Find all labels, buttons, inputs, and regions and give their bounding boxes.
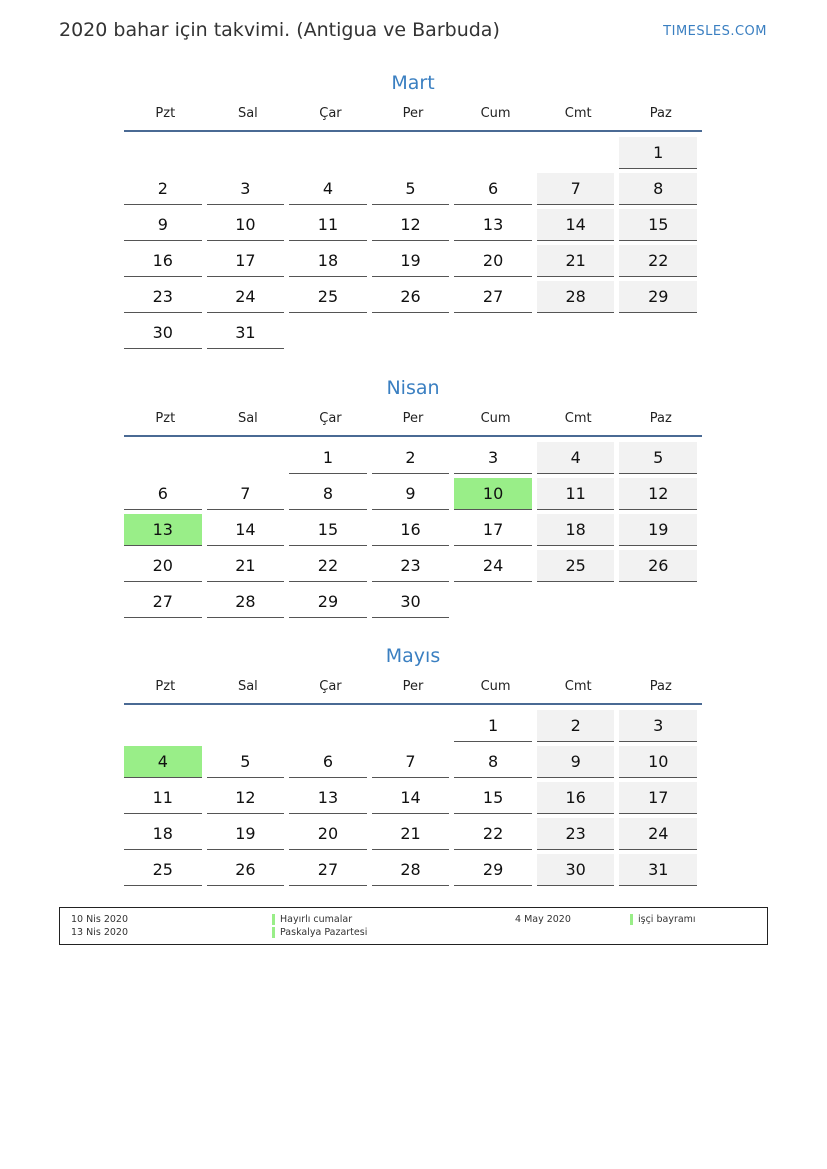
day-cell[interactable]: [619, 782, 702, 818]
week-row: [124, 782, 702, 818]
holiday-day-cell[interactable]: [124, 746, 207, 782]
day-cell[interactable]: [619, 478, 702, 514]
day-cell[interactable]: [372, 818, 455, 854]
day-number: 13: [289, 782, 367, 814]
day-number: 25: [124, 854, 202, 886]
day-number: 1: [289, 442, 367, 474]
day-number: 30: [372, 586, 450, 618]
day-number: 21: [372, 818, 450, 850]
week-row: [124, 209, 702, 245]
day-cell[interactable]: [619, 281, 702, 317]
empty-day-cell: [372, 317, 455, 353]
day-cell[interactable]: [619, 818, 702, 854]
legend-date: 10 Nis 2020: [71, 914, 128, 925]
day-number: 20: [289, 818, 367, 850]
day-cell[interactable]: [289, 818, 372, 854]
empty-day-cell: [207, 442, 290, 478]
weekday-label: Çar: [319, 679, 342, 694]
day-cell[interactable]: [537, 818, 620, 854]
day-cell[interactable]: [537, 550, 620, 586]
day-number: 24: [619, 818, 697, 850]
week-row: [124, 173, 702, 209]
day-number: 4: [289, 173, 367, 205]
day-cell[interactable]: [537, 782, 620, 818]
weekday-label: Paz: [649, 106, 672, 121]
weekday-label: Cum: [480, 411, 511, 426]
day-cell[interactable]: [289, 442, 372, 478]
day-number: 5: [207, 746, 285, 778]
month-calendar: [124, 70, 702, 353]
day-cell[interactable]: [124, 818, 207, 854]
day-number: 25: [289, 281, 367, 313]
day-cell[interactable]: [537, 854, 620, 890]
day-number: 22: [619, 245, 697, 277]
month-calendar: [124, 643, 702, 890]
day-number: 8: [619, 173, 697, 205]
day-cell[interactable]: [537, 209, 620, 245]
day-cell[interactable]: [537, 710, 620, 746]
day-cell[interactable]: [619, 550, 702, 586]
weekday-label: Pzt: [155, 679, 176, 694]
day-number: 14: [372, 782, 450, 814]
empty-day-cell: [207, 710, 290, 746]
month-title: Mayıs: [385, 645, 441, 667]
day-number: 10: [619, 746, 697, 778]
weekday-label: Cmt: [564, 411, 592, 426]
day-number: 4: [124, 746, 202, 778]
month-weeks: [124, 705, 702, 890]
day-number: 3: [619, 710, 697, 742]
day-cell[interactable]: [289, 478, 372, 514]
day-number: 29: [619, 281, 697, 313]
day-cell[interactable]: [372, 478, 455, 514]
day-number: 18: [289, 245, 367, 277]
legend-holiday-name: Paskalya Pazartesi: [272, 926, 367, 939]
day-number: 26: [619, 550, 697, 582]
month-title: Nisan: [386, 377, 440, 399]
day-cell[interactable]: [372, 173, 455, 209]
week-row: [124, 478, 702, 514]
day-cell[interactable]: [124, 586, 207, 622]
day-cell[interactable]: [372, 854, 455, 890]
day-number: 24: [454, 550, 532, 582]
day-number: 25: [537, 550, 615, 582]
day-number: 7: [537, 173, 615, 205]
day-number: 2: [537, 710, 615, 742]
empty-day-cell: [454, 586, 537, 622]
day-cell[interactable]: [537, 514, 620, 550]
day-number: 19: [207, 818, 285, 850]
day-cell[interactable]: [289, 854, 372, 890]
holiday-day-cell[interactable]: [454, 478, 537, 514]
holiday-day-cell[interactable]: [124, 514, 207, 550]
weekday-label: Çar: [319, 106, 342, 121]
week-row: [124, 550, 702, 586]
day-number: 27: [124, 586, 202, 618]
day-number: 16: [537, 782, 615, 814]
empty-day-cell: [619, 317, 702, 353]
day-cell[interactable]: [454, 782, 537, 818]
week-row: [124, 746, 702, 782]
weekday-label: Paz: [649, 411, 672, 426]
day-cell[interactable]: [372, 442, 455, 478]
weekday-label: Cmt: [564, 106, 592, 121]
week-row: [124, 442, 702, 478]
day-cell[interactable]: [207, 746, 290, 782]
day-number: 9: [537, 746, 615, 778]
weekday-label: Per: [402, 411, 424, 426]
month-title: Mart: [391, 72, 435, 94]
day-number: 8: [289, 478, 367, 510]
day-number: 5: [619, 442, 697, 474]
legend-date: 4 May 2020: [515, 914, 571, 925]
day-cell[interactable]: [372, 746, 455, 782]
weekday-label: Pzt: [155, 106, 176, 121]
day-number: 13: [454, 209, 532, 241]
day-number: 20: [454, 245, 532, 277]
day-cell[interactable]: [207, 514, 290, 550]
day-cell[interactable]: [207, 317, 290, 353]
empty-day-cell: [207, 137, 290, 173]
day-cell[interactable]: [289, 173, 372, 209]
legend-holiday-name: Hayırlı cumalar: [272, 913, 352, 926]
empty-day-cell: [372, 137, 455, 173]
empty-day-cell: [454, 137, 537, 173]
day-cell[interactable]: [124, 317, 207, 353]
day-cell[interactable]: [289, 281, 372, 317]
day-cell[interactable]: [207, 550, 290, 586]
day-cell[interactable]: [454, 746, 537, 782]
day-cell[interactable]: [619, 514, 702, 550]
day-number: 28: [207, 586, 285, 618]
brand-logo[interactable]: TIMESLES.COM: [663, 24, 767, 39]
day-number: 30: [124, 317, 202, 349]
day-cell[interactable]: [537, 746, 620, 782]
day-number: 8: [454, 746, 532, 778]
day-cell[interactable]: [619, 746, 702, 782]
day-number: 11: [537, 478, 615, 510]
week-row: [124, 317, 702, 353]
day-cell[interactable]: [207, 281, 290, 317]
day-number: 2: [372, 442, 450, 474]
day-number: 21: [207, 550, 285, 582]
day-cell[interactable]: [372, 245, 455, 281]
day-cell[interactable]: [124, 782, 207, 818]
day-cell[interactable]: [619, 245, 702, 281]
day-cell[interactable]: [454, 550, 537, 586]
day-cell[interactable]: [124, 173, 207, 209]
weekday-label: Cum: [480, 106, 511, 121]
day-cell[interactable]: [207, 209, 290, 245]
day-cell[interactable]: [619, 173, 702, 209]
day-number: 18: [124, 818, 202, 850]
weekday-header: [124, 106, 702, 132]
day-cell[interactable]: [537, 173, 620, 209]
day-number: 19: [372, 245, 450, 277]
day-cell[interactable]: [619, 209, 702, 245]
day-number: 23: [537, 818, 615, 850]
day-cell[interactable]: [289, 550, 372, 586]
day-number: 27: [454, 281, 532, 313]
day-number: 19: [619, 514, 697, 546]
day-number: 20: [124, 550, 202, 582]
day-number: 29: [454, 854, 532, 886]
day-cell[interactable]: [372, 586, 455, 622]
weekday-label: Sal: [237, 679, 258, 694]
day-cell[interactable]: [454, 442, 537, 478]
day-number: 3: [454, 442, 532, 474]
week-row: [124, 854, 702, 890]
day-cell[interactable]: [124, 245, 207, 281]
day-number: 12: [207, 782, 285, 814]
day-number: 15: [454, 782, 532, 814]
month-weeks: [124, 437, 702, 622]
day-cell[interactable]: [289, 782, 372, 818]
weekday-label: Pzt: [155, 411, 176, 426]
weekday-label: Paz: [649, 679, 672, 694]
day-number: 17: [454, 514, 532, 546]
weekday-label: Per: [402, 106, 424, 121]
day-number: 22: [289, 550, 367, 582]
weekday-label: Cmt: [564, 679, 592, 694]
day-cell[interactable]: [537, 245, 620, 281]
day-cell[interactable]: [124, 281, 207, 317]
day-number: 5: [372, 173, 450, 205]
day-number: 23: [372, 550, 450, 582]
day-number: 28: [372, 854, 450, 886]
day-number: 15: [619, 209, 697, 241]
day-cell[interactable]: [454, 710, 537, 746]
weekday-label: Cum: [480, 679, 511, 694]
weekday-header: [124, 679, 702, 705]
week-row: [124, 514, 702, 550]
day-cell[interactable]: [372, 281, 455, 317]
day-number: 1: [619, 137, 697, 169]
day-number: 24: [207, 281, 285, 313]
day-cell[interactable]: [619, 442, 702, 478]
week-row: [124, 137, 702, 173]
empty-day-cell: [124, 710, 207, 746]
weekday-label: Sal: [237, 411, 258, 426]
day-cell[interactable]: [454, 514, 537, 550]
day-number: 26: [372, 281, 450, 313]
week-row: [124, 245, 702, 281]
day-cell[interactable]: [619, 137, 702, 173]
day-number: 14: [207, 514, 285, 546]
day-cell[interactable]: [372, 782, 455, 818]
weekday-label: Per: [402, 679, 424, 694]
day-cell[interactable]: [207, 818, 290, 854]
day-number: 9: [372, 478, 450, 510]
day-number: 31: [619, 854, 697, 886]
day-number: 12: [619, 478, 697, 510]
empty-day-cell: [289, 317, 372, 353]
day-number: 11: [289, 209, 367, 241]
empty-day-cell: [124, 442, 207, 478]
day-cell[interactable]: [454, 854, 537, 890]
day-cell[interactable]: [124, 209, 207, 245]
day-number: 11: [124, 782, 202, 814]
day-number: 12: [372, 209, 450, 241]
weekday-label: Sal: [237, 106, 258, 121]
legend-row: [60, 926, 767, 939]
day-number: 1: [454, 710, 532, 742]
day-cell[interactable]: [454, 209, 537, 245]
day-cell[interactable]: [454, 173, 537, 209]
empty-day-cell: [124, 137, 207, 173]
day-number: 16: [124, 245, 202, 277]
week-row: [124, 586, 702, 622]
week-row: [124, 281, 702, 317]
day-number: 10: [207, 209, 285, 241]
day-number: 9: [124, 209, 202, 241]
empty-day-cell: [537, 137, 620, 173]
day-number: 7: [207, 478, 285, 510]
day-cell[interactable]: [124, 854, 207, 890]
day-cell[interactable]: [537, 442, 620, 478]
day-number: 14: [537, 209, 615, 241]
day-cell[interactable]: [124, 478, 207, 514]
day-number: 17: [207, 245, 285, 277]
week-row: [124, 710, 702, 746]
day-cell[interactable]: [207, 245, 290, 281]
legend-date: 13 Nis 2020: [71, 927, 128, 938]
day-cell[interactable]: [537, 478, 620, 514]
empty-day-cell: [289, 710, 372, 746]
day-number: 7: [372, 746, 450, 778]
day-cell[interactable]: [289, 586, 372, 622]
day-cell[interactable]: [289, 514, 372, 550]
week-row: [124, 818, 702, 854]
day-number: 28: [537, 281, 615, 313]
day-cell[interactable]: [372, 514, 455, 550]
day-cell[interactable]: [124, 550, 207, 586]
day-number: 6: [454, 173, 532, 205]
day-cell[interactable]: [454, 281, 537, 317]
day-cell[interactable]: [454, 245, 537, 281]
day-number: 15: [289, 514, 367, 546]
day-cell[interactable]: [289, 746, 372, 782]
empty-day-cell: [372, 710, 455, 746]
day-number: 4: [537, 442, 615, 474]
day-cell[interactable]: [207, 586, 290, 622]
weekday-label: Çar: [319, 411, 342, 426]
day-number: 21: [537, 245, 615, 277]
legend-holiday-name: işçi bayramı: [630, 913, 696, 926]
day-number: 3: [207, 173, 285, 205]
day-cell[interactable]: [207, 854, 290, 890]
empty-day-cell: [454, 317, 537, 353]
day-number: 26: [207, 854, 285, 886]
day-cell[interactable]: [537, 281, 620, 317]
day-cell[interactable]: [207, 782, 290, 818]
legend-row: [60, 913, 767, 926]
month-calendar: [124, 375, 702, 622]
day-cell[interactable]: [207, 478, 290, 514]
day-number: 27: [289, 854, 367, 886]
day-cell[interactable]: [619, 854, 702, 890]
day-cell[interactable]: [207, 173, 290, 209]
day-cell[interactable]: [619, 710, 702, 746]
day-number: 10: [454, 478, 532, 510]
empty-day-cell: [537, 317, 620, 353]
page-title: 2020 bahar için takvimi. (Antigua ve Barbuda): [59, 19, 500, 41]
holiday-legend: [59, 907, 768, 945]
day-number: 18: [537, 514, 615, 546]
day-number: 16: [372, 514, 450, 546]
day-number: 13: [124, 514, 202, 546]
day-number: 6: [124, 478, 202, 510]
day-number: 30: [537, 854, 615, 886]
empty-day-cell: [289, 137, 372, 173]
day-cell[interactable]: [289, 209, 372, 245]
day-cell[interactable]: [372, 209, 455, 245]
day-number: 2: [124, 173, 202, 205]
day-cell[interactable]: [454, 818, 537, 854]
day-cell[interactable]: [372, 550, 455, 586]
day-number: 29: [289, 586, 367, 618]
weekday-header: [124, 411, 702, 437]
empty-day-cell: [619, 586, 702, 622]
day-number: 23: [124, 281, 202, 313]
day-number: 31: [207, 317, 285, 349]
empty-day-cell: [537, 586, 620, 622]
day-number: 17: [619, 782, 697, 814]
day-number: 6: [289, 746, 367, 778]
month-weeks: [124, 132, 702, 353]
day-number: 22: [454, 818, 532, 850]
day-cell[interactable]: [289, 245, 372, 281]
